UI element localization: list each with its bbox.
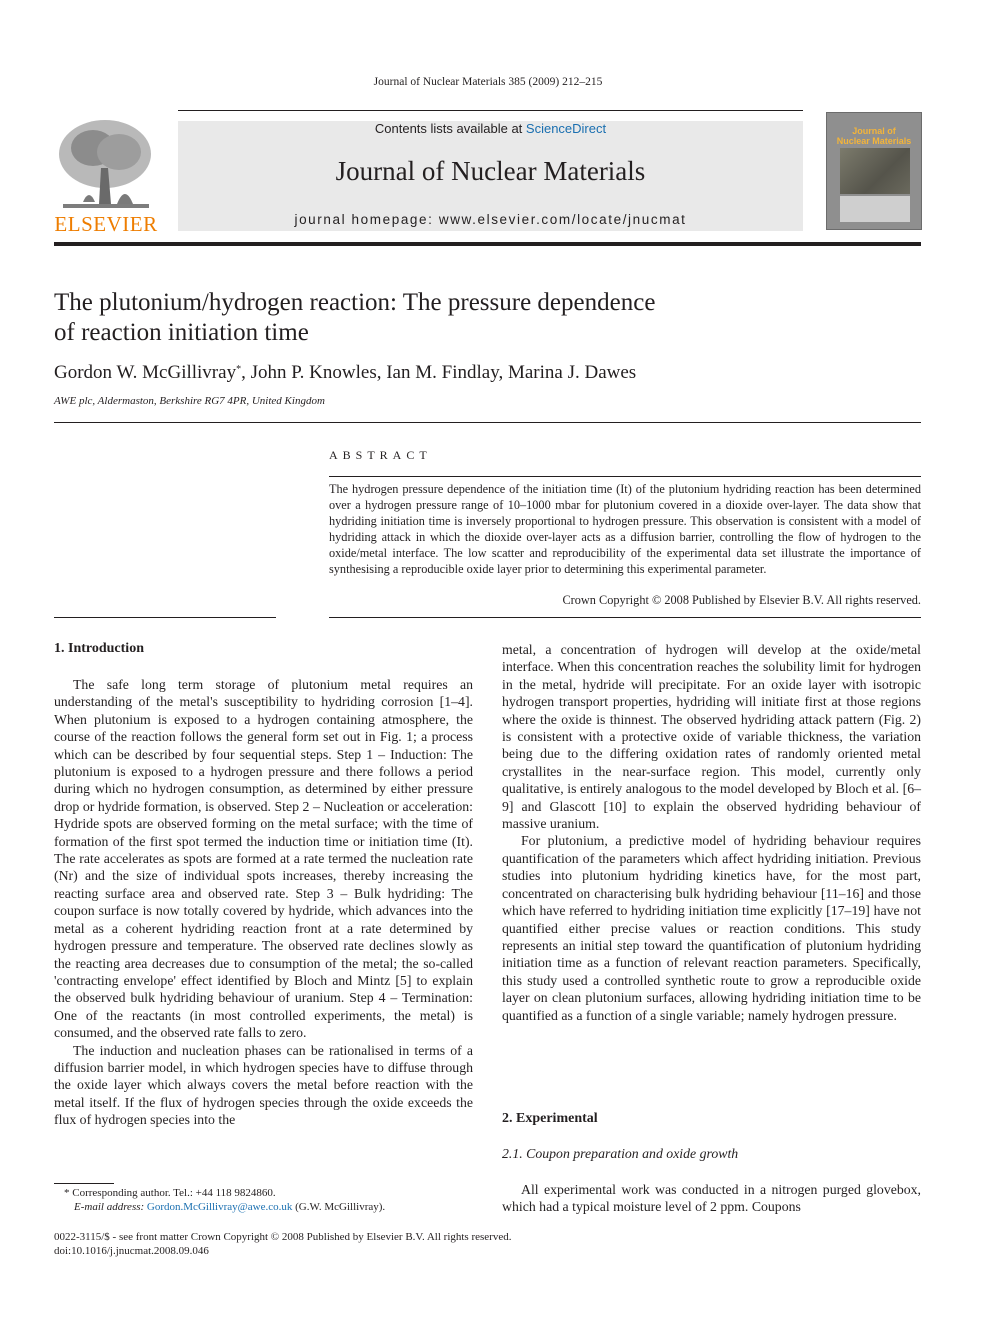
email-link[interactable]: Gordon.McGillivray@awe.co.uk <box>146 1201 293 1213</box>
journal-homepage[interactable]: journal homepage: www.elsevier.com/locate/jnucmat <box>294 212 687 227</box>
abstract-top-rule <box>329 476 921 477</box>
footnote-email <box>74 1201 385 1213</box>
abstract-copyright: Crown Copyright © 2008 Published by Elsevier B.V. All rights reserved. <box>562 593 921 607</box>
elsevier-wordmark[interactable]: ELSEVIER <box>54 212 158 236</box>
cover-title-line-1: Journal of <box>852 126 896 136</box>
cover-panel <box>840 196 910 222</box>
section-1-heading: 1. Introduction <box>54 641 144 656</box>
email-suffix: (G.W. McGillivray). <box>295 1201 386 1213</box>
experimental-paragraph-1: All experimental work was conducted in a nitrogen purged glovebox, which had a typical moisture level of 2 ppm. Coupons <box>502 1182 921 1215</box>
corresponding-author-mark[interactable]: * <box>236 364 242 375</box>
sciencedirect-link[interactable]: ScienceDirect <box>525 121 607 136</box>
abstract-bottom-rule <box>329 617 921 618</box>
journal-title: Journal of Nuclear Materials <box>335 156 646 186</box>
intro-paragraph-4: For plutonium, a predictive model of hydriding behaviour requires quantification of the parameters which affect hydriding initiation. Previous studies into plutonium hydriding kinetics have, for the most part, concentrated on characterising bulk hydriding behaviour [11–16] and those which have referred to hydriding initiation time explicitly [17–19] have not quantified either precise values or reaction conditions. This study represents an initial step toward the quantification of plutonium hydriding initiation time as a function of relevant reaction parameters. Specifically, this study used a controlled synthetic route to grow a reproducible oxide layer on clean plutonium surfaces, allowing hydriding initiation time to be quantified as a function of a single variable; namely hydrogen pressure. <box>502 833 921 1023</box>
footnote-rule <box>54 1183 114 1184</box>
left-column <box>54 676 473 1129</box>
intro-paragraph-1: The safe long term storage of plutonium metal requires an understanding of the metal's susceptibility to hydriding corrosion [1–4]. When plutonium is exposed to a hydrogen containing atmosphere, the course of the reaction follows the general form set out in Fig. 1; a process which can be described by four sequential steps. Step 1 – Induction: The plutonium is exposed to a hydrogen pressure and there follows a period during which no hydrogen consumption, as determined by either pressure drop or hydride formation, is observed. Step 2 – Nucleation or acceleration: Hydride spots are observed forming on the metal surface; with the time of formation of the first spot termed the induction time or initiation time (It). The rate accelerates as spots are formed at a rate termed the nucleation rate (Nr) and the size of individual spots increases, thereby increasing the reacting surface area and observed rate. Step 3 – Bulk hydriding: The coupon surface is now totally covered by hydride, which advances into the metal as a coherent hydriding reaction front at a rate determined by hydrogen pressure and temperature. The observed rate declines slowly as the reacting area decreases due to consumption of the metal; the so-called 'contracting envelope' effect identified by Bloch and Mintz [5] to explain the observed bulk hydriding behaviour of uranium. Step 4 – Termination: One of the reactants (in most controlled experiments, the metal) is consumed, and the observed rate falls to zero. <box>54 677 473 1041</box>
abstract-heading: ABSTRACT <box>329 448 432 462</box>
footnote-mark: * <box>64 1187 70 1199</box>
article-title <box>54 288 754 348</box>
subsection-2-1-heading: 2.1. Coupon preparation and oxide growth <box>502 1146 739 1161</box>
email-label: E-mail address: <box>74 1201 145 1213</box>
other-authors: , John P. Knowles, Ian M. Findlay, Marina J. Dawes <box>241 362 637 383</box>
header-top-rule <box>178 110 803 111</box>
intro-paragraph-2: The induction and nucleation phases can be rationalised in terms of a diffusion barrier model, in which hydrogen species have to diffuse through the oxide layer which always covers the metal before reaction with the metal itself. If the flux of hydrogen species through the oxide exceeds the flux of hydrogen species into the <box>54 1042 473 1128</box>
contents-line <box>178 121 803 136</box>
footnote-corresponding-text: Corresponding author. Tel.: +44 118 9824860. <box>72 1187 276 1199</box>
header-thick-rule <box>54 242 921 246</box>
section-2-heading: 2. Experimental <box>502 1111 598 1126</box>
doi-line[interactable]: doi:10.1016/j.jnucmat.2008.09.046 <box>54 1245 209 1257</box>
author-list <box>54 362 636 384</box>
right-column <box>502 641 921 1024</box>
footnote-corresponding <box>54 1187 276 1199</box>
cover-title <box>832 126 916 146</box>
journal-citation: Journal of Nuclear Materials 385 (2009) 212–215 <box>373 76 603 88</box>
article-title-line-1: The plutonium/hydrogen reaction: The pressure dependence <box>54 289 656 316</box>
abstract-text: The hydrogen pressure dependence of the initiation time (It) of the plutonium hydriding reaction has been determined over a hydrogen pressure range of 10–1000 mbar for plutonium covered in a dioxide over-layer. The data show that hydriding initiation time is inversely proportional to hydrogen pressure. This observation is consistent with a model of hydriding attack in which the dioxide over-layer acts as a diffusion barrier, controlling the flow of hydrogen to the oxide/metal interface. The low scatter and reproducibility of the experimental data set illustrate the importance of synthesising a reproducible oxide layer prior to determining this experimental parameter. <box>329 482 921 576</box>
contents-prefix: Contents lists available at <box>374 121 526 136</box>
intro-paragraph-3: metal, a concentration of hydrogen will develop at the oxide/metal interface. When this concentration reaches the solubility limit for hydrogen in the metal, hydride will precipitate. For an oxide layer with isotropic hydrogen transport properties, hydriding will initiate first at those regions where the oxide is thinnest. The observed hydriding attack pattern (Fig. 2) is consistent with a protective oxide of variable thickness, the variation being due to the differing oxidation rates of randomly oriented metal crystallites in the near-surface region. This model, currently only qualitative, is entirely analogous to the model developed by Bloch et al. [6–9] and Glascott [10] to explain the observed hydriding behaviour of massive uranium. <box>502 642 921 832</box>
article-title-line-2: of reaction initiation time <box>54 319 309 346</box>
issn-line: 0022-3115/$ - see front matter Crown Copyright © 2008 Published by Elsevier B.V. All rights reserved. <box>54 1231 512 1243</box>
title-rule <box>54 422 921 423</box>
cover-image <box>840 148 910 194</box>
experimental-column <box>502 1181 921 1216</box>
author-1: Gordon W. McGillivray <box>54 362 237 383</box>
cover-title-line-2: Nuclear Materials <box>836 136 912 146</box>
affiliation: AWE plc, Aldermaston, Berkshire RG7 4PR, United Kingdom <box>54 395 325 407</box>
left-divider-rule <box>54 617 276 618</box>
